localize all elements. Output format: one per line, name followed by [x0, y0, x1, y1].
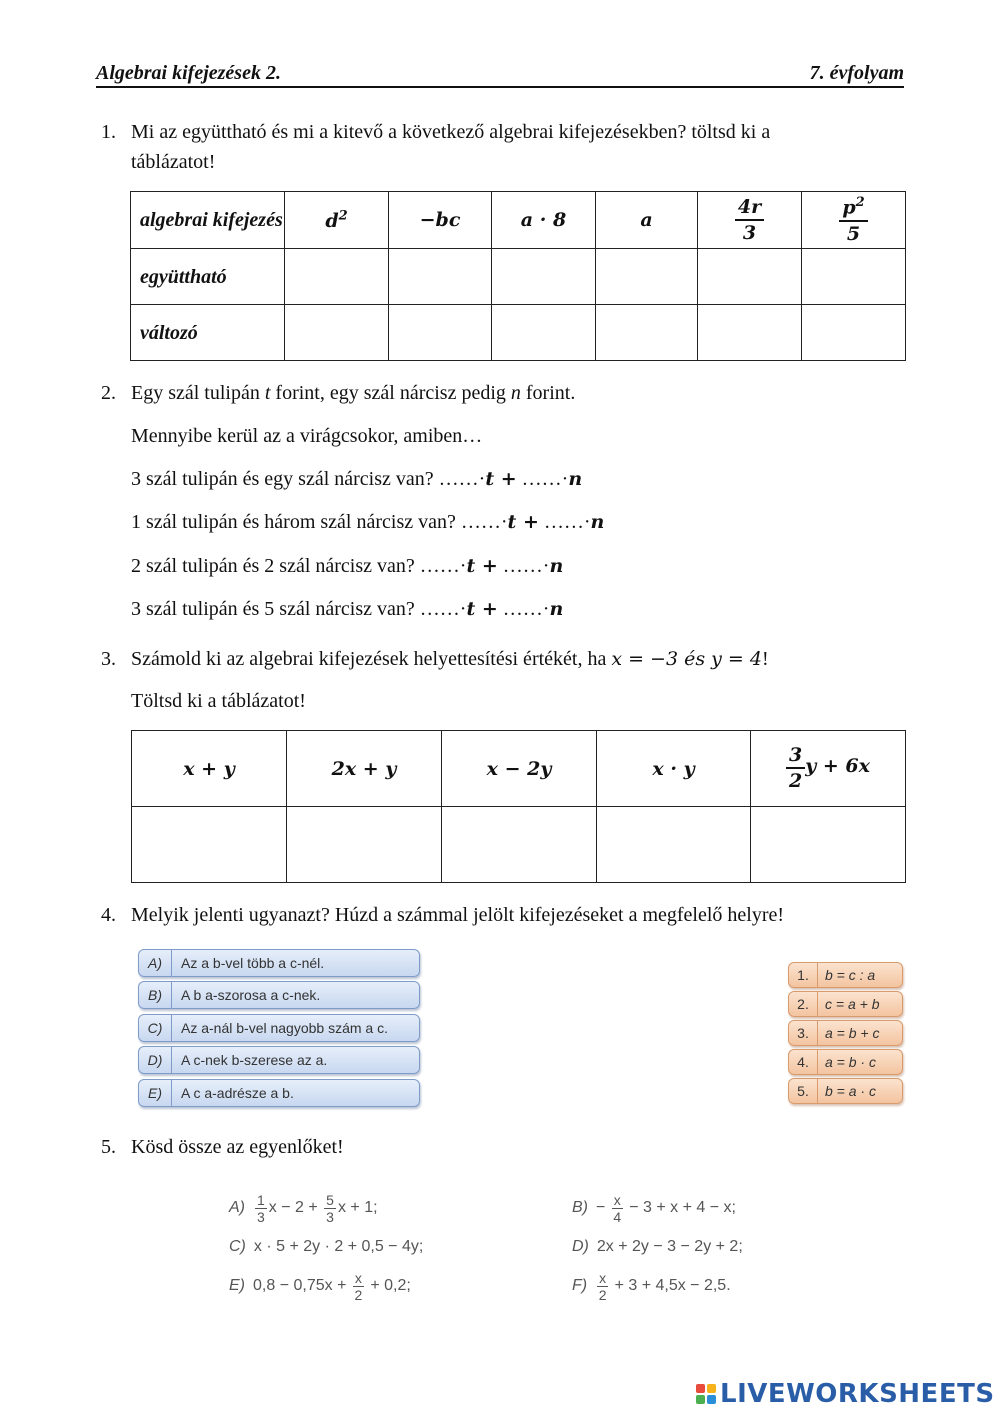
- q3-header-cell: x · y: [597, 731, 751, 807]
- q3-subtext: Töltsd ki a táblázatot!: [131, 690, 306, 712]
- answer-cell[interactable]: [802, 305, 906, 361]
- draggable-option-3[interactable]: 3. a = b + c: [788, 1020, 903, 1046]
- expr-cell-6: $\frac{p^2}{5}$: [802, 192, 906, 249]
- q1-text-line2: táblázatot!: [131, 151, 216, 173]
- row-header-variable: változó: [131, 305, 285, 361]
- q3-table: [131, 730, 906, 883]
- expr-cell-4: a: [596, 192, 698, 249]
- answer-cell[interactable]: [389, 305, 492, 361]
- drop-target-c[interactable]: C) Az a-nál b-vel nagyobb szám a c.: [138, 1014, 420, 1042]
- q4-number: 4.: [101, 904, 116, 926]
- expression-d[interactable]: D) 2x + 2y − 3 − 2y + 2;: [572, 1238, 743, 1255]
- blank-input[interactable]: ……·: [543, 511, 591, 533]
- page-header: [96, 60, 904, 88]
- draggable-option-2[interactable]: 2. c = a + b: [788, 991, 903, 1017]
- blank-input[interactable]: ……·: [460, 511, 508, 533]
- q5-number: 5.: [101, 1136, 116, 1158]
- q2-number: 2.: [101, 382, 116, 404]
- drop-target-e[interactable]: E) A c a-adrésze a b.: [138, 1079, 420, 1107]
- expr-cell-1: $d^2$: [285, 192, 389, 249]
- brand-logo: [696, 1378, 995, 1410]
- q1-text-line1: Mi az együttható és mi a kitevő a következő algebrai kifejezésekben? töltsd ki a: [131, 121, 771, 143]
- worksheet-title: Algebrai kifejezések 2.: [96, 62, 281, 84]
- drop-target-d[interactable]: D) A c-nek b-szerese az a.: [138, 1046, 420, 1074]
- answer-cell[interactable]: [597, 807, 751, 883]
- answer-cell[interactable]: [802, 249, 906, 305]
- expr-cell-3: a · 8: [492, 192, 596, 249]
- q4-text: Melyik jelenti ugyanazt? Húzd a számmal jelölt kifejezéseket a megfelelő helyre!: [131, 904, 785, 926]
- blank-input[interactable]: ……·: [502, 598, 550, 620]
- expression-f[interactable]: F) $\frac{x}{2}$ + 3 + 4,5x − 2,5.: [572, 1269, 731, 1303]
- expr-cell-2: −bc: [389, 192, 492, 249]
- q5-text: Kösd össze az egyenlőket!: [131, 1136, 344, 1158]
- draggable-option-5[interactable]: 5. b = a · c: [788, 1078, 903, 1104]
- answer-cell[interactable]: [442, 807, 597, 883]
- grade-label: 7. évfolyam: [809, 62, 904, 84]
- expression-a[interactable]: A) $\frac{1}{3}$ x − 2 + $\frac{5}{3}$ x + 1;: [229, 1191, 378, 1225]
- brand-name: LIVEWORKSHEETS: [720, 1379, 995, 1409]
- q3-header-cell: $\frac{3}{2}$ y + 6x: [751, 731, 906, 807]
- q2-line: 1 szál tulipán és három szál nárcisz van? ……·t + ……·n: [131, 511, 605, 533]
- q3-header-cell: x + y: [132, 731, 287, 807]
- q2-line: 2 szál tulipán és 2 szál nárcisz van? ……·t + ……·n: [131, 555, 564, 577]
- logo-blocks-icon: [696, 1384, 716, 1404]
- draggable-option-1[interactable]: 1. b = c : a: [788, 962, 903, 988]
- answer-cell[interactable]: [492, 305, 596, 361]
- row-header-expression: algebrai kifejezés: [131, 192, 285, 249]
- drop-target-a[interactable]: A) Az a b-vel több a c-nél.: [138, 949, 420, 977]
- answer-cell[interactable]: [698, 305, 802, 361]
- answer-cell[interactable]: [285, 305, 389, 361]
- q2-intro: Egy szál tulipán t forint, egy szál nárcisz pedig n forint.: [131, 382, 576, 404]
- q3-header-cell: 2x + y: [287, 731, 442, 807]
- answer-cell[interactable]: [132, 807, 287, 883]
- expression-e[interactable]: E) 0,8 − 0,75x + $\frac{x}{2}$ + 0,2;: [229, 1269, 411, 1303]
- blank-input[interactable]: ……·: [521, 468, 569, 490]
- q2-line: 3 szál tulipán és egy szál nárcisz van? ……·t + ……·n: [131, 468, 583, 490]
- answer-cell[interactable]: [596, 305, 698, 361]
- expr-cell-5: $\frac{4r}{3}$: [698, 192, 802, 249]
- answer-cell[interactable]: [751, 807, 906, 883]
- blank-input[interactable]: ……·: [419, 598, 467, 620]
- q2-line: 3 szál tulipán és 5 szál nárcisz van? ……·t + ……·n: [131, 598, 564, 620]
- q3-number: 3.: [101, 648, 116, 670]
- q2-question: Mennyibe kerül az a virágcsokor, amiben…: [131, 425, 483, 447]
- drop-target-b[interactable]: B) A b a-szorosa a c-nek.: [138, 981, 420, 1009]
- expression-b[interactable]: B) − $\frac{x}{4}$ − 3 + x + 4 − x;: [572, 1191, 736, 1225]
- answer-cell[interactable]: [389, 249, 492, 305]
- answer-cell[interactable]: [698, 249, 802, 305]
- answer-cell[interactable]: [492, 249, 596, 305]
- blank-input[interactable]: ……·: [419, 555, 467, 577]
- blank-input[interactable]: ……·: [502, 555, 550, 577]
- answer-cell[interactable]: [285, 249, 389, 305]
- answer-cell[interactable]: [287, 807, 442, 883]
- draggable-option-4[interactable]: 4. a = b · c: [788, 1049, 903, 1075]
- q3-header-cell: x − 2y: [442, 731, 597, 807]
- blank-input[interactable]: ……·: [438, 468, 486, 490]
- q1-number: 1.: [101, 121, 116, 143]
- q1-table: [130, 191, 906, 361]
- row-header-coefficient: együttható: [131, 249, 285, 305]
- q3-text: Számold ki az algebrai kifejezések helyettesítési értékét, ha x = −3 és y = 4!: [131, 648, 769, 670]
- answer-cell[interactable]: [596, 249, 698, 305]
- expression-c[interactable]: C) x · 5 + 2y · 2 + 0,5 − 4y;: [229, 1238, 424, 1255]
